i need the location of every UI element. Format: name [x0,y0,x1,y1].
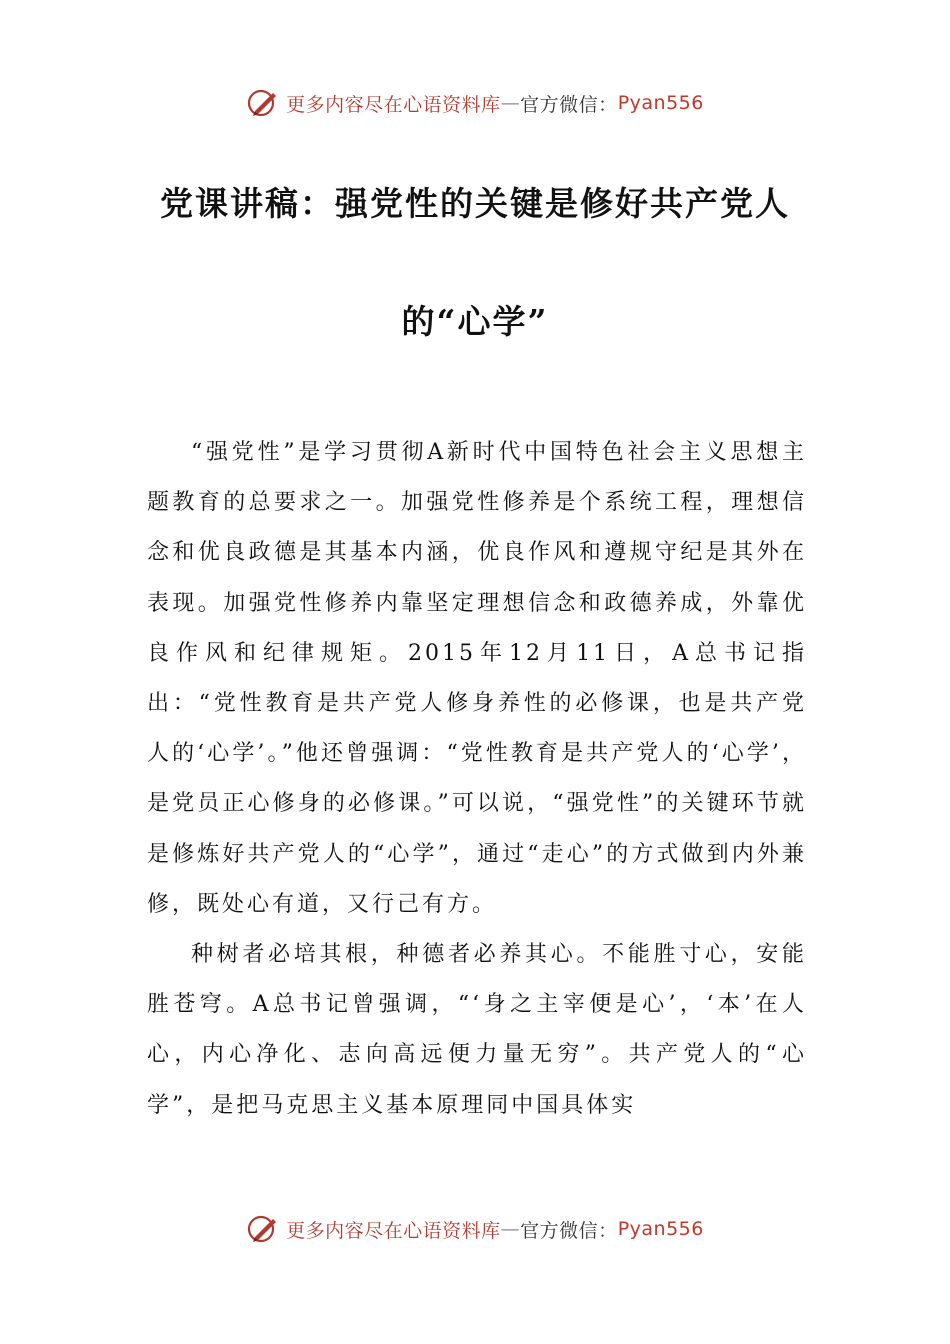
watermark-wechat-id: Pyan556 [617,1218,704,1240]
document-title-line-2: 的“心学” [401,302,549,341]
watermark-label: 官方微信： [520,93,618,116]
watermark-site-text: 更多内容尽在心语资料库 [286,93,501,116]
watermark-separator: — [500,92,521,114]
header-watermark [0,86,950,120]
watermark-separator: — [500,1218,521,1240]
body-paragraph-2: 种树者必培其根，种德者必养其心。不能胜寸心，安能胜苍穹。A总书记曾强调，“‘身之主宰便是心’，‘本’在人心，内心净化、志向高远便力量无穷”。共产党人的“心学”，是把马克思主义基本原理同中国具体实 [147,942,807,1118]
pen-circle-logo-icon [246,1212,280,1246]
body-paragraph-1: “强党性”是学习贯彻A新时代中国特色社会主义思想主题教育的总要求之一。加强党性修养是个系统工程，理想信念和优良政德是其基本内涵，优良作风和遵规守纪是其外在表现。加强党性修养内靠坚定理想信念和政德养成，外靠优良作风和纪律规矩。2015年12月11日，A总书记指出：“党性教育是共产党人修身养性的必修课，也是共产党人的‘心学’。”他还曾强调：“党性教育是共产党人的‘心学’，是党员正心修身的必修课。”可以说，“强党性”的关键环节就是修炼好共产党人的“心学”，通过“走心”的方式做到内外兼修，既处心有道，又行己有方。 [147,440,807,917]
document-title-line-1: 党课讲稿：强党性的关键是修好共产党人 [160,184,790,223]
document-body [147,428,807,1131]
watermark-label: 官方微信： [520,1219,618,1242]
watermark-site-text: 更多内容尽在心语资料库 [286,1219,501,1242]
footer-watermark [0,1212,950,1246]
pen-circle-logo-icon [246,86,280,120]
watermark-wechat-id: Pyan556 [617,92,704,114]
